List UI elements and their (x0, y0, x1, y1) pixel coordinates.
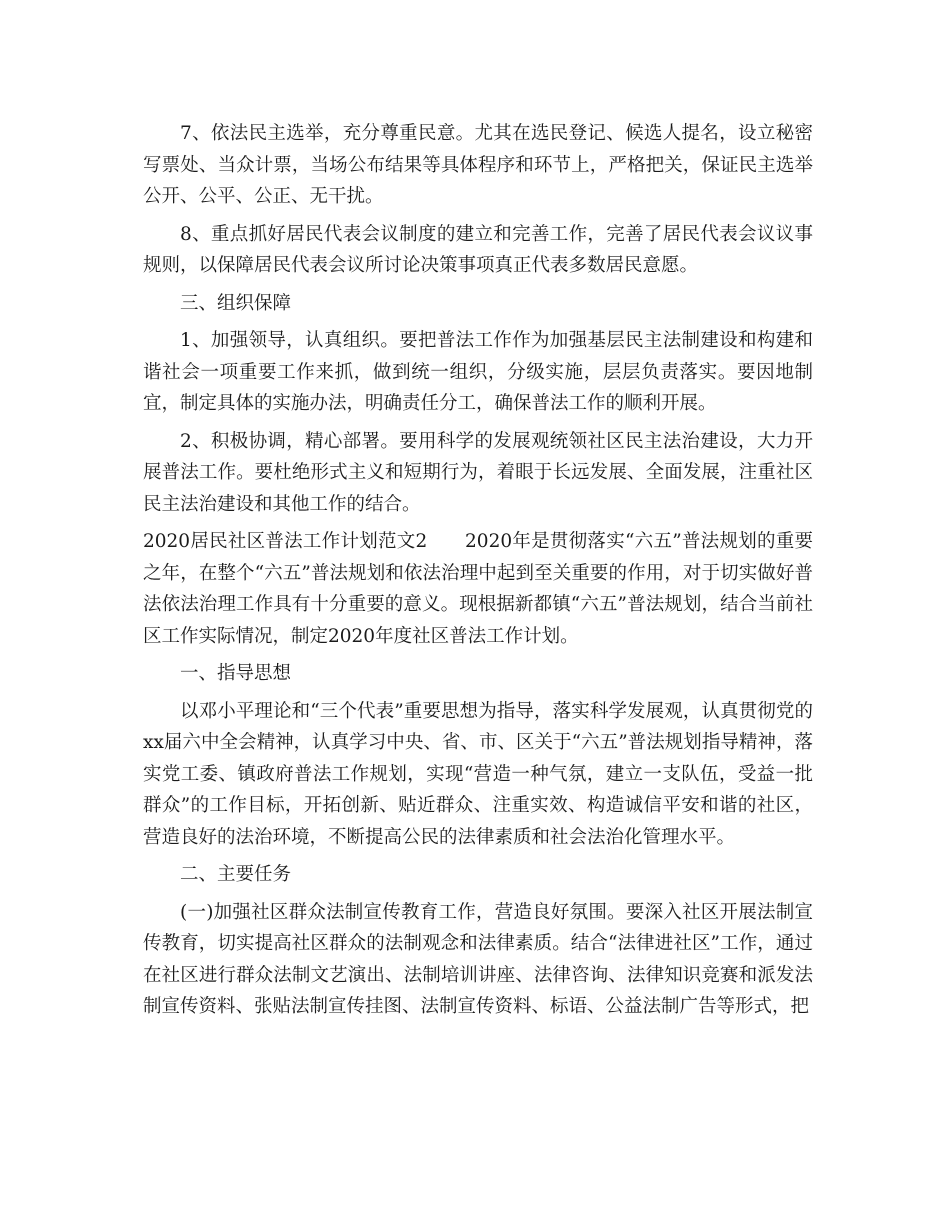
paragraph-coordination: 2、积极协调，精心部署。要用科学的发展观统领社区民主法治建设，大力开展普法工作。要杜绝形式主义和短期行为，着眼于长远发展、全面发展，注重社区民主法治建设和其他工作的结合。 (143, 430, 813, 515)
heading-organizational-guarantee: 三、组织保障 (180, 292, 292, 314)
paragraph-guiding-ideology: 以邓小平理论和“三个代表”重要思想为指导，落实科学发展观，认真贯彻党的xx届六中全会精神，认真学习中央、省、市、区关于“六五”普法规划指导精神，落实党工委、镇政府普法工作规划，实现“营造一种气氛，建立一支队伍，受益一批群众”的工作目标，开拓创新、贴近群众、注重实效、构造诚信平安和谐的社区，营造良好的法治环境，不断提高公民的法律素质和社会法治化管理水平。 (143, 700, 813, 848)
paragraph-plan-intro: 2020居民社区普法工作计划范文2 2020年是贯彻落实“六五”普法规划的重要之年，在整个“六五”普法规划和依法治理中起到至关重要的作用，对于切实做好普法依法治理工作具有十分重要的意义。现根据新都镇“六五”普法规划，结合当前社区工作实际情况，制定2020年度社区普法工作计划。 (143, 531, 813, 647)
heading-main-tasks: 二、主要任务 (180, 864, 292, 885)
document-body (143, 118, 813, 1029)
heading-guiding-ideology: 一、指导思想 (180, 663, 292, 684)
paragraph-representative-meeting: 8、重点抓好居民代表会议制度的建立和完善工作，完善了居民代表会议议事规则，以保障居民代表会议所讨论决策事项真正代表多数居民意愿。 (143, 223, 813, 276)
paragraph-election: 7、依法民主选举，充分尊重民意。尤其在选民登记、候选人提名，设立秘密写票处、当众计票，当场公布结果等具体程序和环节上，严格把关，保证民主选举公开、公平、公正、无干扰。 (143, 123, 813, 207)
paragraph-task-one: (一)加强社区群众法制宣传教育工作，营造良好氛围。要深入社区开展法制宣传教育，切实提高社区群众的法制观念和法律素质。结合“法律进社区”工作，通过在社区进行群众法制文艺演出、法制培训讲座、法律咨询、法律知识竞赛和派发法制宣传资料、张贴法制宣传挂图、法制宣传资料、标语、公益法制广告等形式，把 (143, 901, 813, 1017)
paragraph-leadership: 1、加强领导，认真组织。要把普法工作作为加强基层民主法制建设和构建和谐社会一项重要工作来抓，做到统一组织，分级实施，层层负责落实。要因地制宜，制定具体的实施办法，明确责任分工，确保普法工作的顺利开展。 (143, 330, 813, 414)
